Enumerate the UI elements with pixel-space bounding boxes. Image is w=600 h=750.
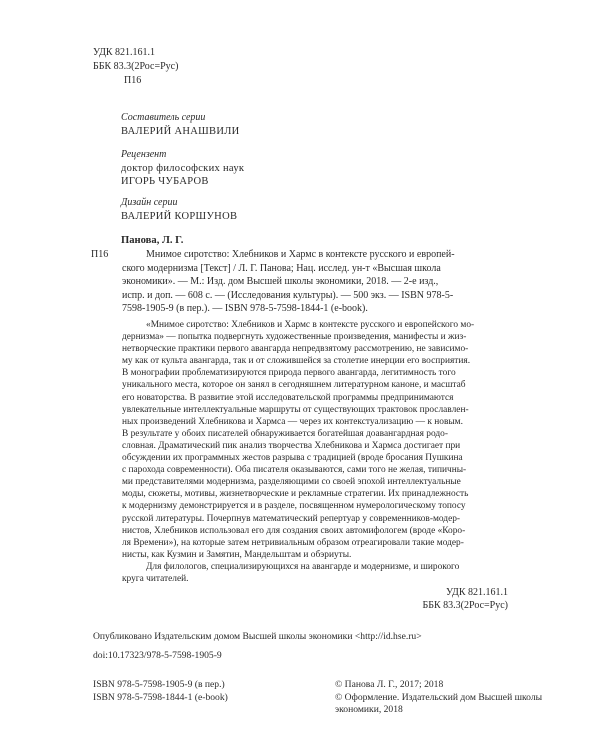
annotation-line: нетворческие практики первого авангарда непредвзятому рассмотрению, не зависимо-	[122, 344, 469, 355]
biblio-line: испр. и доп. — 608 с. — (Исследования культуры). — 500 экз. — ISBN 978-5-	[122, 289, 454, 301]
biblio-author: Панова, Л. Г.	[121, 235, 184, 246]
isbn-print: ISBN 978-5-7598-1905-9 (в пер.)	[93, 679, 225, 690]
annotation-line: круга читателей.	[122, 573, 189, 584]
annotation-line: ных произведений Хлебникова и Хармса — через их контекстуализацию — к новым.	[122, 416, 463, 427]
annotation-line: с парохода современности). Оба писателя оказываются, сами того не желая, типичны-	[122, 465, 467, 476]
bbk-code: ББК 83.3(2Рос=Рус)	[93, 61, 179, 72]
biblio-sign: П16	[91, 249, 109, 260]
annotation-line: дернизма» — попытка подвергнуть художественные произведения, манифесты и жиз-	[122, 332, 467, 343]
annotation-line: ми представителями модернизма, разделяющими со своей эпохой интеллектуальные	[122, 477, 461, 488]
author-sign: П16	[124, 75, 142, 86]
annotation-line: В монографии проблематизируются природа первого авангарда, легитимность того	[122, 368, 456, 379]
annotation-line: нисты, как Кузмин и Замятин, Мандельштам и обэриуты.	[122, 549, 352, 560]
annotation-line: русской литературы. Почерпнув математический репертуар у современников-модер-	[122, 513, 461, 524]
annotation-line: словная. Драматический пик анализ творчества Хлебникова и Хармса достигает при	[122, 440, 461, 451]
annotation	[122, 319, 475, 585]
annotation-line: ля Времени»), на которые затем нетривиальным образом отреагировали такие модер-	[122, 537, 464, 548]
annotation-line: обсуждении их программных жестов разрыва с традицией (вроде бросания Пушкина	[122, 453, 463, 464]
annotation-line: к модернизму демонстрируется и в разделе, посвященном нумерологическому топосу	[122, 501, 466, 512]
annotation-line: му как от культа авангарда, так и от сложившейся за столетие инерции его восприятия.	[122, 356, 471, 367]
bbk-code-repeat: ББК 83.3(2Рос=Рус)	[422, 600, 508, 611]
copyright-design: © Оформление. Издательский дом Высшей школы экономики, 2018	[335, 692, 543, 715]
annotation-line: уникального места, которое он занял в сегодняшнем литературном каноне, и масштаб	[122, 380, 466, 391]
reviewer-name: ИГОРЬ ЧУБАРОВ	[121, 176, 209, 187]
biblio-line: Мнимое сиротство: Хлебников и Хармс в контексте русского и европей-	[146, 249, 455, 260]
design-name: ВАЛЕРИЙ КОРШУНОВ	[121, 211, 238, 222]
biblio-description	[122, 248, 455, 316]
udc-code-repeat: УДК 821.161.1	[445, 587, 508, 598]
doi: doi:10.17323/978-5-7598-1905-9	[93, 650, 222, 661]
reviewer-degree: доктор философских наук	[121, 163, 245, 174]
published-by: Опубликовано Издательским домом Высшей школы экономики <http://id.hse.ru>	[93, 631, 422, 642]
annotation-line: нистов, Хлебников использовал его для создания своих автомифологем (вроде «Коро-	[122, 525, 466, 536]
annotation-line: В результате у обоих писателей обнаруживается богатейшая доавангардная родо-	[122, 428, 448, 439]
copyright-author: © Панова Л. Г., 2017; 2018	[335, 679, 444, 690]
udc-code: УДК 821.161.1	[93, 47, 156, 58]
biblio-line: ского модернизма [Текст] / Л. Г. Панова; Нац. исслед. ун-т «Высшая школа	[122, 262, 441, 274]
design-label: Дизайн серии	[121, 197, 178, 208]
annotation-line: Для филологов, специализирующихся на авангарде и модернизме, и широкого	[146, 561, 460, 572]
annotation-line: его новаторства. В развитие этой исследовательской программы предпринимаются	[122, 392, 454, 403]
reviewer-label: Рецензент	[121, 149, 167, 160]
compiler-label: Составитель серии	[121, 112, 206, 123]
compiler-name: ВАЛЕРИЙ АНАШВИЛИ	[121, 126, 240, 137]
biblio-line: экономики». — М.: Изд. дом Высшей школы экономики, 2018. — 2-е изд.,	[122, 276, 439, 288]
annotation-line: моды, сюжеты, мотивы, жизнетворческие и рекламные стратегии. Их принадлежность	[122, 489, 469, 500]
isbn-ebook: ISBN 978-5-7598-1844-1 (e-book)	[93, 692, 228, 703]
biblio-line: 7598-1905-9 (в пер.). — ISBN 978-5-7598-1844-1 (e-book).	[122, 303, 368, 315]
annotation-line: увлекательные интеллектуальные маршруты от существующих трактовок прославлен-	[122, 404, 469, 415]
annotation-line: «Мнимое сиротство: Хлебников и Хармс в контексте русского и европейского мо-	[146, 320, 475, 330]
